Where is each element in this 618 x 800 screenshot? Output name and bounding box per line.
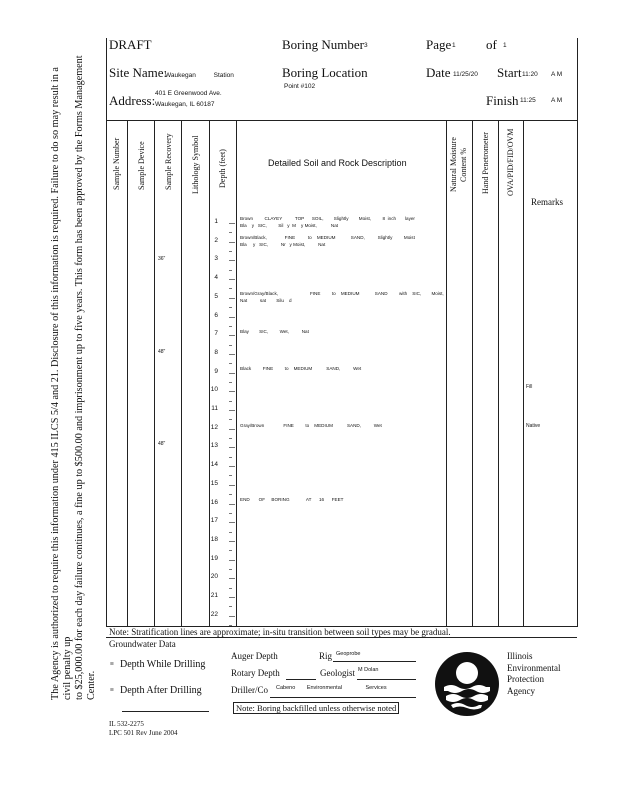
- auger-depth-label: Auger Depth: [231, 651, 278, 661]
- depth-half-tick: [229, 625, 232, 626]
- recovery-3[interactable]: 48": [158, 441, 166, 447]
- depth-half-tick: [229, 419, 232, 420]
- depth-label: 12: [210, 423, 218, 431]
- col-ova: OVA/PID/FID/OVM: [506, 128, 515, 196]
- col-sample-number: Sample Number: [112, 137, 121, 190]
- depth-label: 11: [211, 405, 218, 412]
- page-value[interactable]: 1: [452, 42, 456, 49]
- groundwater-heading: Groundwater Data: [109, 639, 176, 649]
- depth-tick: [229, 485, 235, 486]
- col-sep-3: [181, 120, 182, 626]
- col-sep-9: [523, 120, 524, 626]
- geologist-line: [357, 679, 416, 680]
- col-sep-8: [498, 120, 499, 626]
- depth-tick: [229, 317, 235, 318]
- col-sep-5: [236, 120, 237, 626]
- boring-number-value[interactable]: 3: [364, 42, 368, 49]
- col-sep-7: [472, 120, 473, 626]
- depth-tick: [229, 429, 235, 430]
- depth-label: 15: [210, 479, 218, 487]
- col-sample-device: Sample Device: [137, 141, 146, 190]
- note-divider: [106, 637, 577, 638]
- depth-while-drilling: Depth While Drilling: [120, 659, 206, 670]
- depth-tick: [229, 504, 235, 505]
- driller-line: [270, 697, 416, 698]
- col-sep-6: [446, 120, 447, 626]
- geologist-value[interactable]: M Dolan: [358, 667, 379, 673]
- depth-half-tick: [229, 438, 232, 439]
- depth-half-tick: [229, 232, 232, 233]
- col-sep-1: [127, 120, 128, 626]
- depth-tick: [229, 373, 235, 374]
- depth-half-tick: [229, 513, 232, 514]
- depth-half-tick: [229, 606, 232, 607]
- description-6[interactable]: Gray/Brown FINE to MEDIUM SAND, Wet: [240, 423, 382, 428]
- iepa-logo: [434, 651, 500, 717]
- stratification-note: Note: Stratification lines are approximate; in-situ transition between soil types may be gradual.: [109, 627, 451, 637]
- form-number: IL 532-2275: [109, 720, 144, 728]
- depth-half-tick: [229, 251, 232, 252]
- depth-half-tick: [229, 569, 232, 570]
- depth-tick: [229, 354, 235, 355]
- finish-label: Finish: [486, 93, 519, 108]
- depth-tick: [229, 522, 235, 523]
- rig-line: [333, 661, 416, 662]
- agency-line-4: Agency: [507, 685, 535, 696]
- description-5[interactable]: Black FINE to MEDIUM SAND, Wet: [240, 366, 362, 371]
- description-3[interactable]: Brown/Gray/Black, FINE to MEDIUM SAND with SIC, Moist, Nat sat Silu d: [240, 291, 444, 303]
- water-level-icon-2: ≡: [110, 686, 114, 694]
- agency-line-1: Illinois: [507, 651, 533, 661]
- start-ampm: A M: [551, 71, 563, 78]
- rig-value[interactable]: Geoprobe: [336, 651, 361, 657]
- depth-tick: [229, 298, 235, 299]
- depth-half-tick: [229, 307, 232, 308]
- finish-value[interactable]: 11:25: [520, 97, 536, 104]
- boring-number-label: Boring Number: [282, 37, 364, 52]
- depth-tick: [229, 466, 235, 467]
- col-sample-recovery: Sample Recovery: [164, 133, 173, 190]
- address-line2[interactable]: Waukegan, IL 60187: [155, 101, 215, 108]
- draft-label: DRAFT: [109, 37, 152, 52]
- rotary-depth-label: Rotary Depth: [231, 668, 280, 678]
- depth-tick: [229, 242, 235, 243]
- depth-tick: [229, 578, 235, 579]
- water-level-icon-1: ≡: [110, 660, 114, 668]
- depth-label: 21: [210, 592, 218, 599]
- description-7[interactable]: END OF BORING AT 16 FEET: [240, 497, 344, 502]
- agency-line-3: Protection: [507, 674, 544, 684]
- depth-half-tick: [229, 475, 232, 476]
- boring-location-value[interactable]: Point #102: [284, 83, 316, 90]
- col-moisture-1: Natural Moisture: [449, 137, 458, 192]
- depth-label: 1: [214, 218, 218, 225]
- description-2[interactable]: Brown/Black, FINE to MEDIUM SAND, Slightly Moist Bla y SIC, Nr y Moist, Nat: [240, 235, 415, 247]
- depth-half-tick: [229, 363, 232, 364]
- description-4[interactable]: Blay SIC, Wet, Nat: [240, 329, 309, 334]
- depth-label: 22: [210, 610, 218, 618]
- rig-label: Rig: [319, 651, 333, 661]
- depth-half-tick: [229, 588, 232, 589]
- depth-label: 13: [210, 442, 218, 450]
- legal-notice-line1: The Agency is authorized to require this information under 415 ILCS 5/4 and 21. Disclosure of this information is required. Failure to do so may result in a civil penalty up: [50, 67, 73, 700]
- site-name-part1: Waukegan: [165, 72, 196, 79]
- form-revision: LPC 501 Rev June 2004: [109, 729, 178, 737]
- depth-label: 7: [214, 330, 218, 338]
- of-value[interactable]: 1: [503, 42, 507, 49]
- header-divider: [106, 120, 577, 121]
- col-depth: Depth (feet): [218, 149, 227, 188]
- depth-tick: [229, 597, 235, 598]
- depth-half-tick: [229, 494, 232, 495]
- description-1[interactable]: Brown CLAYEY TOP SOIL, Slightly Moist, 8 inch layer Bla y SIC, Sil y M y Moist, Nat: [240, 216, 415, 228]
- depth-tick: [229, 391, 235, 392]
- depth-tick: [229, 279, 235, 280]
- address-label: Address:: [109, 93, 156, 108]
- col-penetrometer: Hand Penetrometer: [481, 132, 490, 194]
- driller-value-3: Services: [365, 685, 387, 691]
- depth-label: 16: [210, 498, 218, 506]
- depth-label: 19: [210, 554, 218, 562]
- legal-notice: [50, 50, 98, 700]
- depth-label: 18: [210, 535, 218, 543]
- site-name-part2: Station: [213, 72, 234, 79]
- boring-location-label: Boring Location: [282, 65, 368, 80]
- driller-value-1: Cabeno: [276, 685, 296, 691]
- date-label: Date: [426, 65, 451, 80]
- depth-half-tick: [229, 532, 232, 533]
- driller-label: Driller/Co: [231, 685, 268, 695]
- depth-tick: [229, 335, 235, 336]
- depth-half-tick: [229, 382, 232, 383]
- recovery-1[interactable]: 36": [158, 256, 166, 262]
- remark-fill[interactable]: Fill: [526, 384, 533, 390]
- depth-label: 17: [210, 517, 218, 525]
- depth-half-tick: [229, 550, 232, 551]
- agency-line-2: Environmental: [507, 662, 561, 673]
- depth-label: 3: [214, 255, 218, 263]
- col-description: Detailed Soil and Rock Description: [268, 158, 407, 168]
- depth-half-tick: [229, 345, 232, 346]
- depth-label: 9: [214, 367, 218, 375]
- depth-label: 10: [210, 386, 218, 394]
- rotary-depth-line[interactable]: [286, 679, 316, 680]
- col-remarks: Remarks: [531, 197, 563, 207]
- depth-label: 8: [214, 348, 218, 356]
- depth-tick: [229, 541, 235, 542]
- col-sep-2: [154, 120, 155, 626]
- finish-ampm: A M: [551, 97, 563, 104]
- backfill-note: Note: Boring backfilled unless otherwise noted: [233, 702, 399, 714]
- depth-tick: [229, 560, 235, 561]
- col-moisture-2: Content %: [459, 148, 468, 182]
- depth-half-tick: [229, 270, 232, 271]
- address-line1[interactable]: 401 E Greenwood Ave.: [155, 90, 222, 97]
- depth-label: 5: [214, 292, 218, 300]
- depth-half-tick: [229, 457, 232, 458]
- depth-half-tick: [229, 288, 232, 289]
- page-label: Page: [426, 37, 452, 52]
- geologist-label: Geologist: [320, 668, 355, 678]
- depth-tick: [229, 447, 235, 448]
- remark-native[interactable]: Native: [526, 423, 541, 429]
- depth-tick: [229, 410, 235, 411]
- form-left-border: [106, 38, 107, 627]
- form-right-border: [577, 38, 578, 627]
- depth-label: 2: [214, 236, 218, 244]
- legal-notice-line2: to $25,000.00 for each day failure continues, a fine up to $500.00 and imprisonment up to five years. This form has been approved by the Forms Management Center.: [74, 55, 97, 700]
- col-lithology: Lithology Symbol: [191, 135, 200, 194]
- agency-name: [507, 651, 561, 697]
- recovery-2[interactable]: 48": [158, 349, 166, 355]
- depth-half-tick: [229, 326, 232, 327]
- depth-tick: [229, 616, 235, 617]
- depth-tick: [229, 260, 235, 261]
- date-value[interactable]: 11/25/20: [453, 71, 478, 78]
- of-label: of: [486, 37, 497, 52]
- site-name-label: Site Name:: [109, 65, 168, 80]
- depth-label: 6: [214, 311, 218, 319]
- depth-label: 4: [214, 274, 218, 282]
- depth-label: 14: [210, 461, 218, 469]
- start-value[interactable]: 11:20: [522, 71, 538, 78]
- driller-value-2: Environmental: [306, 685, 342, 691]
- depth-label: 20: [210, 573, 218, 581]
- driller-value[interactable]: [276, 685, 387, 691]
- depth-after-drilling: Depth After Drilling: [120, 685, 202, 696]
- site-name-value[interactable]: [165, 72, 234, 79]
- depth-tick: [229, 223, 235, 224]
- depth-after-line: [122, 711, 209, 712]
- start-label: Start: [497, 65, 522, 80]
- depth-half-tick: [229, 401, 232, 402]
